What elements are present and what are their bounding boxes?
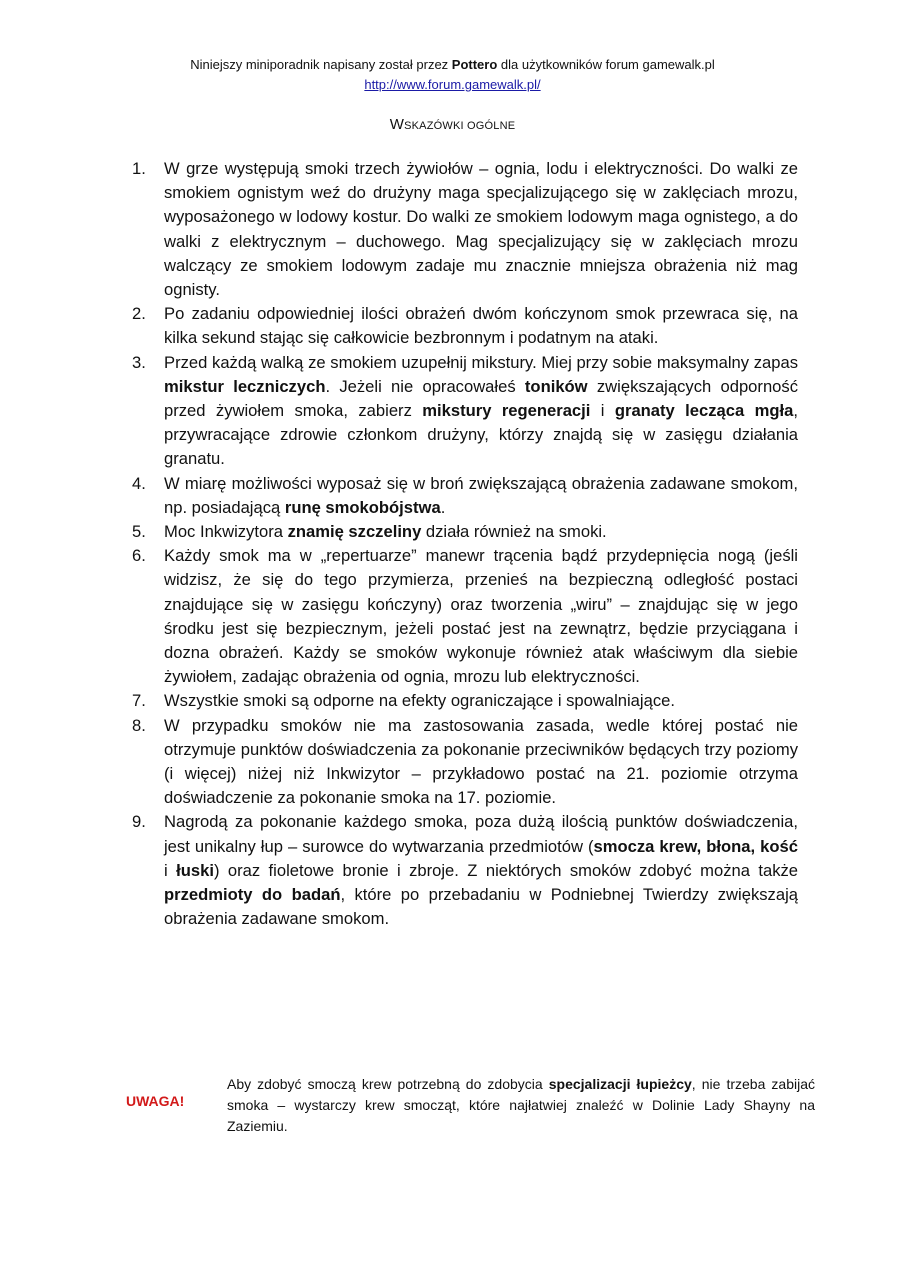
author-line — [0, 55, 905, 75]
tip-text: Przed każdą walką ze smokiem uzupełnij mikstury. Miej przy sobie maksymalny zapas — [164, 352, 798, 372]
tip-item — [132, 689, 798, 713]
tip-item — [132, 157, 798, 302]
tip-text: W przypadku smoków nie ma zastosowania zasada, wedle której postać nie otrzymuje punktów doświadczenia za pokonanie przeciwników będących trzy poziomy (i więcej) niżej niż Inkwizytor – przykładowo postać na 21. poziomie otrzyma doświadczenie za pokonanie smoka na 17. poziomie. — [164, 715, 798, 808]
tip-text: działa również na smoki. — [421, 522, 607, 542]
author-line-suffix: dla użytkowników forum gamewalk.pl — [497, 57, 715, 72]
author-name: Pottero — [451, 57, 498, 72]
warning-bold-term: specjalizacji łupieżcy — [548, 1076, 692, 1092]
tip-bold-term: łuski — [176, 860, 214, 880]
forum-link[interactable]: http://www.forum.gamewalk.pl/ — [364, 77, 541, 92]
author-line-prefix: Niniejszy miniporadnik napisany został przez — [190, 57, 452, 72]
tip-bold-term: toników — [524, 376, 588, 396]
tip-text: Wszystkie smoki są odporne na efekty ograniczające i spowalniające. — [164, 691, 675, 711]
tip-number: 9. — [132, 812, 146, 832]
tip-item — [132, 810, 798, 931]
warning-label: UWAGA! — [126, 1093, 185, 1109]
tip-item — [132, 351, 798, 472]
tip-number: 1. — [132, 159, 146, 178]
tip-text: W miarę możliwości wyposaż się w broń zwiększającą obrażenia zadawane smokom, np. posiadającą — [164, 473, 798, 517]
tip-number: 7. — [132, 691, 146, 711]
tip-text: Nagrodą za pokonanie każdego smoka, poza dużą ilością punktów doświadczenia, jest unikalny łup – surowce do wytwarzania przedmiotów ( — [164, 812, 798, 856]
tip-text: . Jeżeli nie opracowałeś — [325, 376, 525, 396]
tip-text: zwiększających odporność przed żywiołem smoka, zabierz — [164, 376, 798, 421]
tip-text: i — [590, 401, 615, 421]
tip-bold-term: mikstur leczniczych — [164, 376, 326, 396]
warning-text — [227, 1074, 815, 1137]
tip-text: ) oraz fioletowe bronie i zbroje. Z niektórych smoków zdobyć można także — [213, 860, 799, 880]
tip-text: i — [164, 860, 177, 880]
tip-bold-term: mikstury regeneracji — [422, 401, 591, 421]
section-title — [0, 116, 905, 133]
tip-text: Po zadaniu odpowiedniej ilości obrażeń dwóm kończynom smok przewraca się, na kilka sekund stając się całkowicie bezbronnym i podatnym na ataki. — [164, 304, 798, 348]
tip-number: 5. — [132, 522, 146, 542]
tip-item — [132, 714, 798, 811]
tip-text: W grze występują smoki trzech żywiołów – ognia, lodu i elektryczności. Do walki ze smokiem ognistym weź do drużyny maga specjalizującego się w zaklęciach mrozu, wyposażonego w lodowy kostur. Do walki ze smokiem lodowym maga ognistego, a do walki z elektrycznym – duchowego. Mag specjalizujący się w zaklęciach mrozu walczący ze smokiem lodowym zadaje mu znacznie mniejsza obrażenia niż mag ognisty. — [164, 159, 798, 300]
tip-number: 2. — [132, 304, 146, 324]
warning-text-part: Aby zdobyć smoczą krew potrzebną do zdobycia — [227, 1076, 549, 1092]
tip-text: . — [440, 497, 446, 517]
tip-item — [132, 520, 798, 544]
tip-bold-term: smocza krew, błona, kość — [593, 836, 798, 856]
section-title-initial: W — [389, 116, 405, 133]
tip-bold-term: znamię szczeliny — [287, 522, 422, 542]
tip-text: , przywracające zdrowie członkom drużyny, którzy znajdą się w zasięgu działania granatu. — [164, 401, 798, 469]
tip-bold-term: runę smokobójstwa — [284, 497, 441, 517]
tip-number: 8. — [132, 715, 146, 735]
tips-list — [132, 157, 798, 932]
tip-text: Każdy smok ma w „repertuarze” manewr trącenia bądź przydepnięcia nogą (jeśli widzisz, że się do tego przymierza, przenieś na bezpieczną odległość postaci znajdujące się w zasięgu kończyny) oraz tworzenia „wiru” – znajdując się w jego środku jest się bezpiecznym, jeżeli postać jest na zewnątrz, będzie przyciągana i dozna obrażeń. Każdy se smoków wykonuje również atak właściwym dla siebie żywiołem, zadając obrażenia od ognia, mrozu lub elektryczności. — [164, 546, 798, 687]
tip-item — [132, 302, 798, 350]
tip-text: , które po przebadaniu w Podniebnej Twierdzy zwiększają obrażenia zadawane smokom. — [164, 885, 798, 929]
tip-number: 4. — [132, 473, 146, 493]
tip-bold-term: granaty lecząca mgła — [614, 401, 794, 421]
warning-text-part: , nie trzeba zabijać smoka – wystarczy krew smocząt, które najłatwiej znaleźć w Dolinie Lady Shayny na Zaziemiu. — [227, 1076, 815, 1134]
tip-bold-term: przedmioty do badań — [164, 885, 341, 905]
tip-number: 6. — [132, 546, 146, 566]
tip-item — [132, 472, 798, 520]
tip-item — [132, 544, 798, 689]
tip-number: 3. — [132, 352, 146, 372]
document-header — [0, 55, 905, 95]
section-title-rest: SKAZÓWKI OGÓLNE — [404, 120, 516, 132]
tip-text: Moc Inkwizytora — [164, 522, 288, 542]
